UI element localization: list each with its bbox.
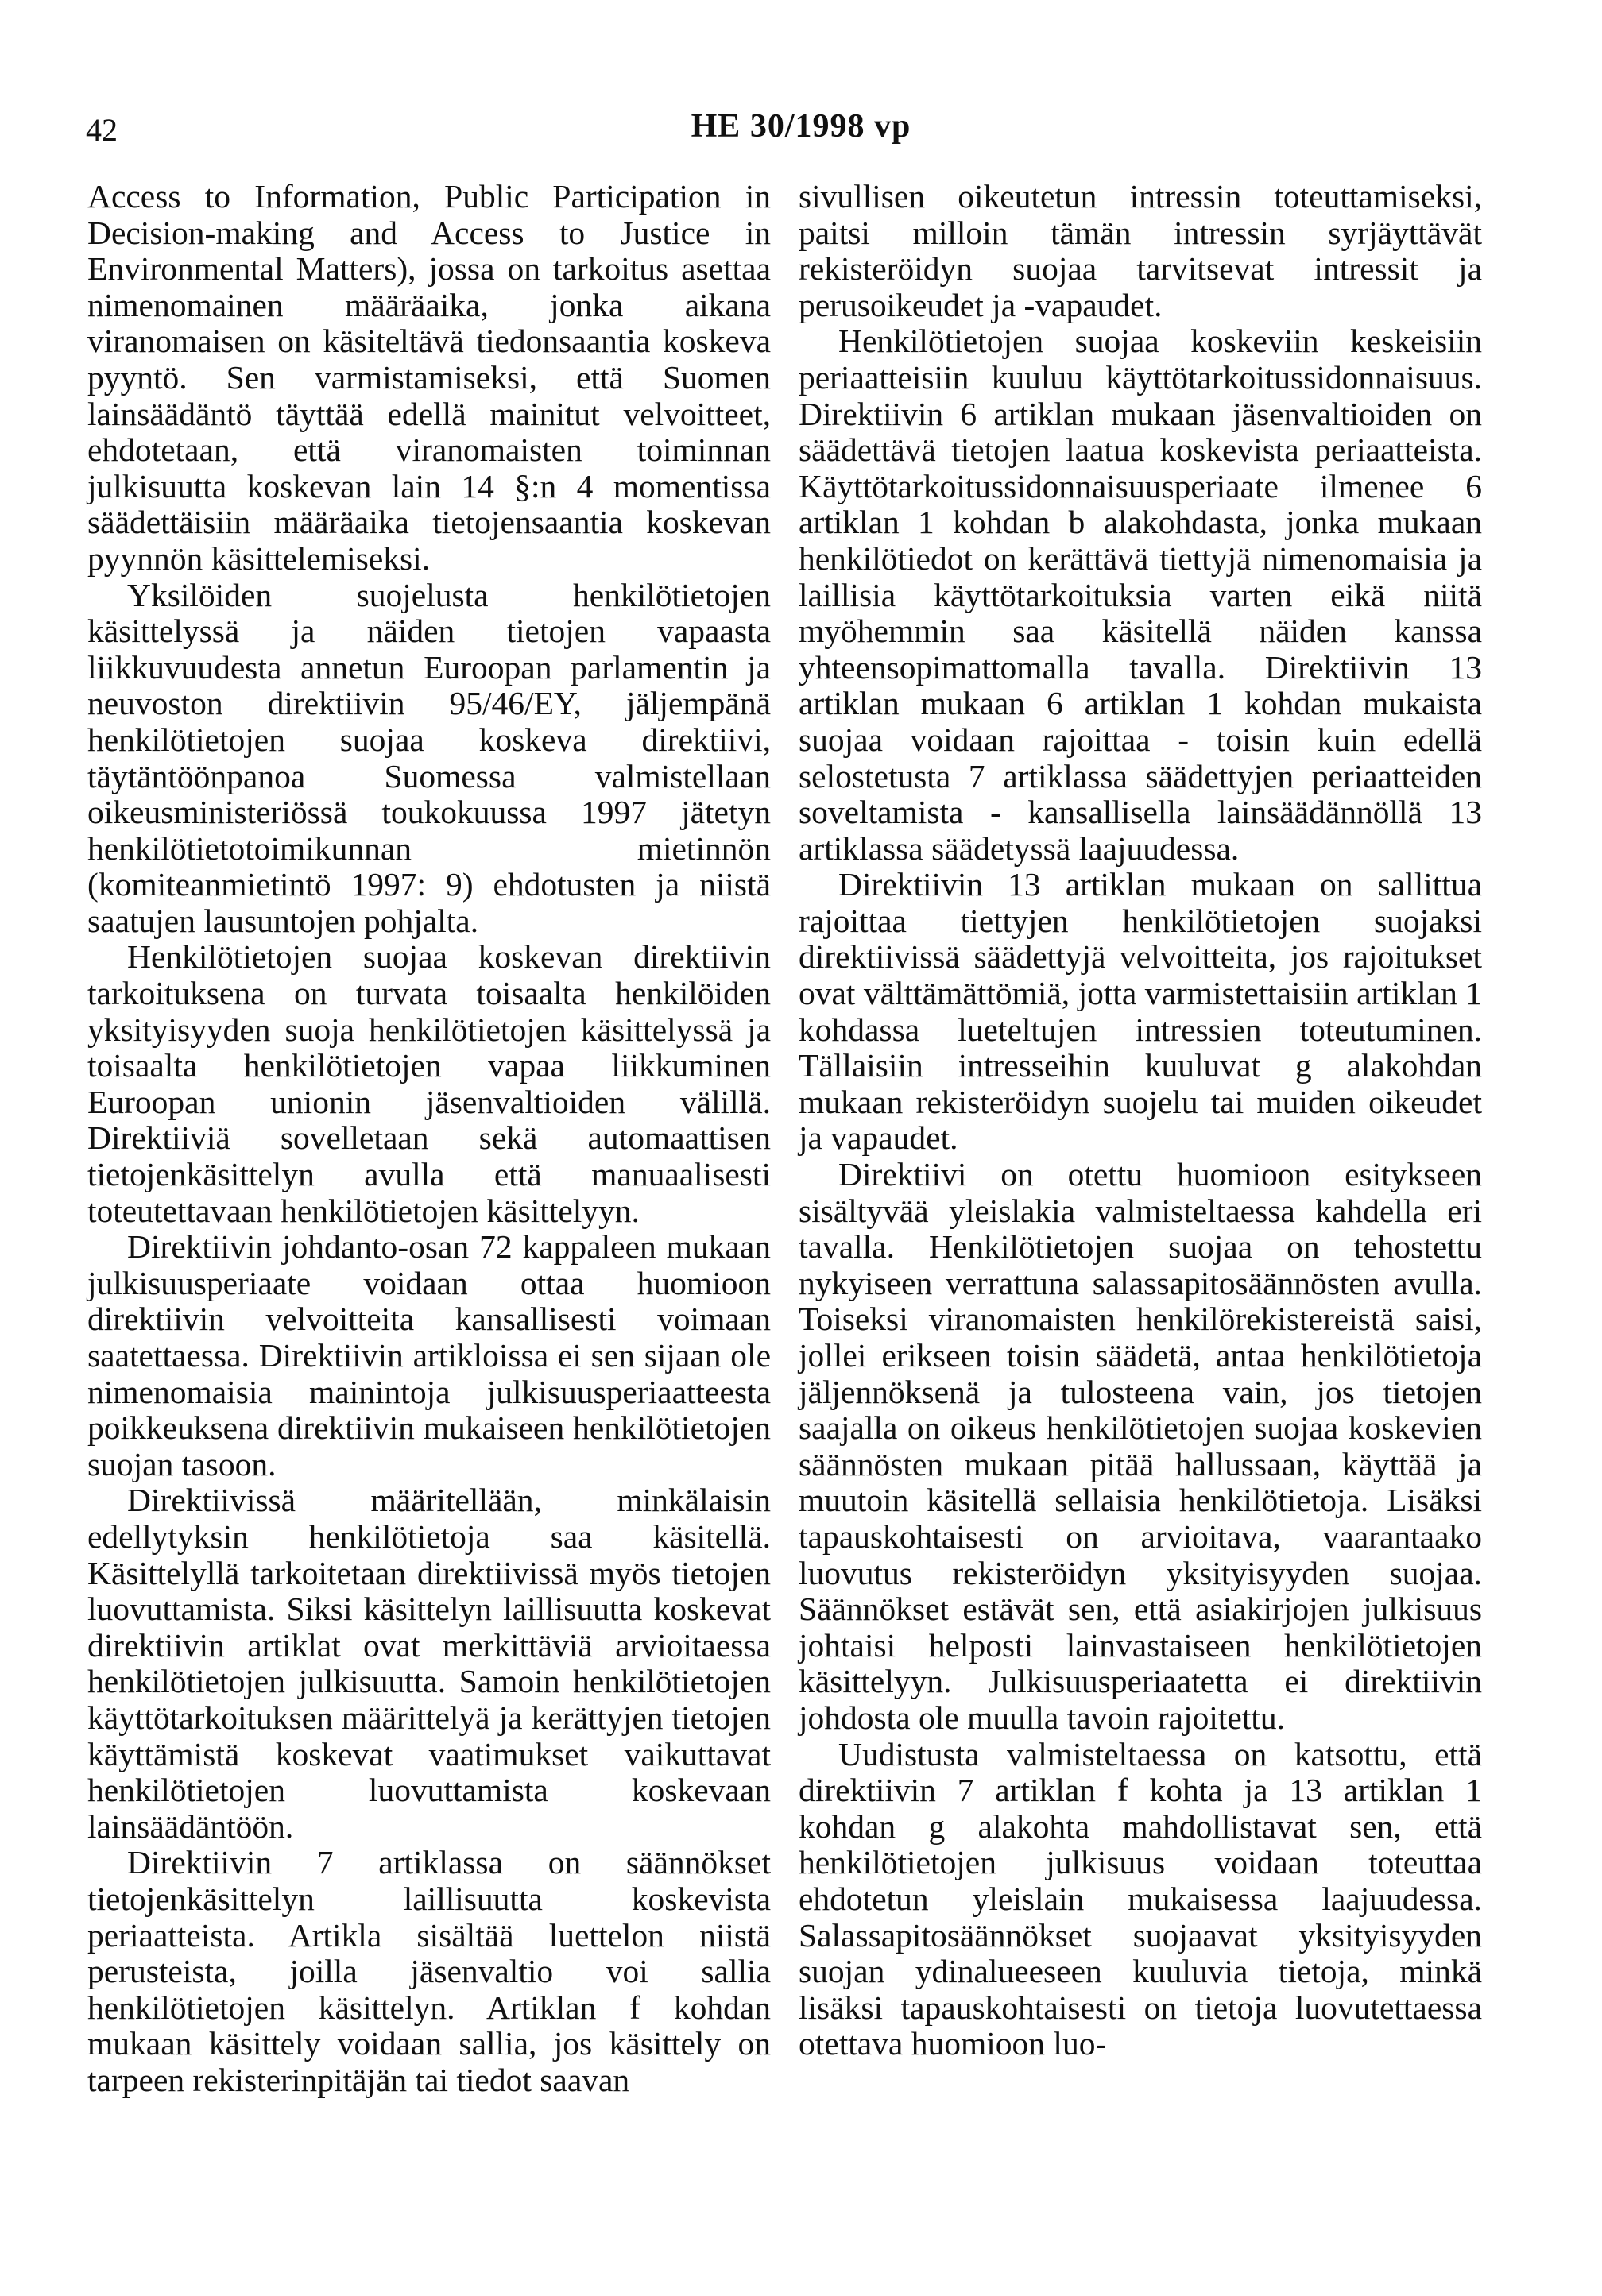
right-column [799,179,1482,2062]
paragraph: Henkilötietojen suojaa koskevan direktiivin tarkoituksena on turvata toisaalta henkilöiden yksityisyyden suoja henkilötietojen käsittelyssä ja toisaalta henkilötietojen vapaa liikkuminen Euroopan unionin jäsenvaltioiden välillä. Direktiiviä sovelletaan sekä automaattisen tietojenkäsittelyn avulla että manuaalisesti toteutettavaan henkilötietojen käsittelyyn. [87,938,771,1229]
paragraph: sivullisen oikeutetun intressin toteuttamiseksi, paitsi milloin tämän intressin syrjäyttävät rekisteröidyn suojaa tarvitsevat intressit ja perusoikeudet ja -vapaudet. [799,178,1482,323]
paragraph: Direktiivin 7 artiklassa on säännökset tietojenkäsittelyn laillisuutta koskevista periaatteista. Artikla sisältää luettelon niistä perusteista, joilla jäsenvaltio voi sallia henkilötietojen käsittelyn. Artiklan f kohdan mukaan käsittely voidaan sallia, jos käsittely on tarpeen rekisterinpitäjän tai tiedot saavan [87,1844,771,2098]
paragraph: Direktiivin 13 artiklan mukaan on sallittua rajoittaa tiettyjen henkilötietojen suojaksi direktiivissä säädettyjä velvoitteita, jos rajoitukset ovat välttämättömiä, jotta varmistettaisiin artiklan 1 kohdassa lueteltujen intressien toteutuminen. Tällaisiin intresseihin kuuluvat g alakohdan mukaan rekisteröidyn suojelu tai muiden oikeudet ja vapaudet. [799,866,1482,1157]
paragraph: Direktiivi on otettu huomioon esitykseen sisältyvää yleislakia valmisteltaessa kahdella eri tavalla. Henkilötietojen suojaa on tehostettu nykyiseen verrattuna salassapitosäännösten avulla. Toiseksi viranomaisten henkilörekistereistä saisi, jollei erikseen toisin säädetä, antaa henkilötietoja jäljennöksenä ja tulosteena vain, jos tietojen saajalla on oikeus henkilötietojen suojaa koskevien säännösten mukaan pitää hallussaan, käyttää ja muutoin käsitellä sellaisia henkilötietoja. Lisäksi tapauskohtaisesti on arvioitava, vaarantaako luovutus rekisteröidyn yksityisyyden suojaa. Säännökset estävät sen, että asiakirjojen julkisuus johtaisi helposti lainvastaiseen henkilötietojen käsittelyyn. Julkisuusperiaatetta ei direktiivin johdosta ole muulla tavoin rajoitettu. [799,1156,1482,1736]
paragraph: Access to Information, Public Participation in Decision-making and Access to Justice in Environmental Matters), jossa on tarkoitus asettaa nimenomainen määräaika, jonka aikana viranomaisen on käsiteltävä tiedonsaantia koskeva pyyntö. Sen varmistamiseksi, että Suomen lainsäädäntö täyttää edellä mainitut velvoitteet, ehdotetaan, että viranomaisten toiminnan julkisuutta koskevan lain 14 §:n 4 momentissa säädettäisiin määräaika tietojensaantia koskevan pyynnön käsittelemiseksi. [87,178,771,577]
paragraph: Uudistusta valmisteltaessa on katsottu, että direktiivin 7 artiklan f kohta ja 13 artiklan 1 kohdan g alakohta mahdollistavat sen, että henkilötietojen julkisuus voidaan toteuttaa ehdotetun yleislain mukaisessa laajuudessa. Salassapitosäännökset suojaavat yksityisyyden suojan ydinalueeseen kuuluvia tietoja, minkä lisäksi tapauskohtaisesti on tietoja luovutettaessa otettava huomioon luo- [799,1735,1482,2062]
paragraph: Henkilötietojen suojaa koskeviin keskeisiin periaatteisiin kuuluu käyttötarkoitussidonnaisuus. Direktiivin 6 artiklan mukaan jäsenvaltioiden on säädettävä tietojen laatua koskevista periaatteista. Käyttötarkoitussidonnaisuusperiaate ilmenee 6 artiklan 1 kohdan b alakohdasta, jonka mukaan henkilötiedot on kerättävä tiettyjä nimenomaisia ja laillisia käyttötarkoituksia varten eikä niitä myöhemmin saa käsitellä näiden kanssa yhteensopimattomalla tavalla. Direktiivin 13 artiklan mukaan 6 artiklan 1 kohdan mukaista suojaa voidaan rajoittaa - toisin kuin edellä selostetusta 7 artiklassa säädettyjen periaatteiden soveltamista - kansallisella lainsäädännöllä 13 artiklassa säädetyssä laajuudessa. [799,323,1482,867]
paragraph: Direktiivissä määritellään, minkälaisin edellytyksin henkilötietoja saa käsitellä. Käsittelyllä tarkoitetaan direktiivissä myös tietojen luovuttamista. Siksi käsittelyn laillisuutta koskevat direktiivin artiklat ovat merkittäviä arvioitaessa henkilötietojen julkisuutta. Samoin henkilötietojen käyttötarkoituksen määrittelyä ja kerättyjen tietojen käyttämistä koskevat vaatimukset vaikuttavat henkilötietojen luovuttamista koskevaan lainsäädäntöön. [87,1482,771,1845]
page-number: 42 [86,112,118,148]
paragraph: Yksilöiden suojelusta henkilötietojen käsittelyssä ja näiden tietojen vapaasta liikkuvuudesta annetun Euroopan parlamentin ja neuvoston direktiivin 95/46/EY, jäljempänä henkilötietojen suojaa koskeva direktiivi, täytäntöönpanoa Suomessa valmistellaan oikeusministeriössä toukokuussa 1997 jätetyn henkilötietotoimikunnan mietinnön (komiteanmietintö 1997: 9) ehdotusten ja niistä saatujen lausuntojen pohjalta. [87,576,771,939]
document-id: HE 30/1998 vp [691,108,911,145]
left-column [87,179,771,2098]
paragraph: Direktiivin johdanto-osan 72 kappaleen mukaan julkisuusperiaate voidaan ottaa huomioon direktiivin velvoitteita kansallisesti voimaan saatettaessa. Direktiivin artikloissa ei sen sijaan ole nimenomaisia mainintoja julkisuusperiaatteesta poikkeuksena direktiivin mukaiseen henkilötietojen suojan tasoon. [87,1228,771,1482]
